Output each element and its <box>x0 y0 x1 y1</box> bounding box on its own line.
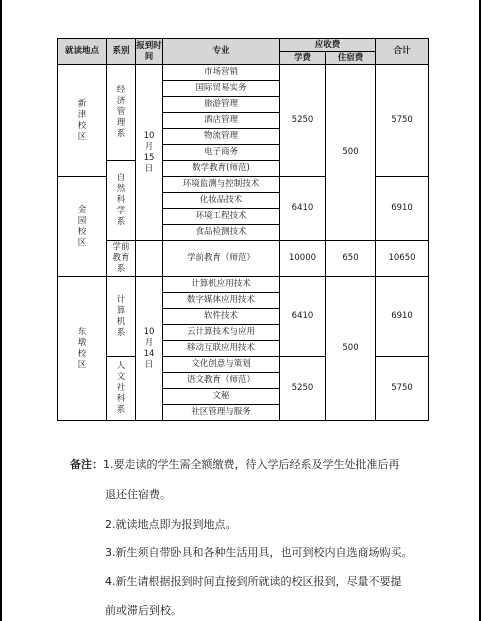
dept-preschool <box>107 241 136 277</box>
major-cell: 环境监测与控制技术 <box>163 177 280 193</box>
report-time-1 <box>136 65 163 241</box>
major-cell: 语文教育（师范） <box>163 373 280 389</box>
major-cell: 文化创意与策划 <box>163 357 280 373</box>
report-time-empty <box>136 241 163 277</box>
major-cell: 云计算技术与应用 <box>163 325 280 341</box>
notes-label: 备注： <box>70 458 103 471</box>
report-time-2 <box>136 277 163 421</box>
campus-dongdun <box>58 277 107 421</box>
note-1-text: 1.要走读的学生需全额缴费，待入学后经系及学生处批准后再 <box>103 458 400 471</box>
tuition-cell: 5250 <box>280 357 326 421</box>
dorm-cell: 500 <box>326 277 376 421</box>
major-cell: 电子商务 <box>163 145 280 161</box>
total-cell: 6910 <box>376 177 429 241</box>
total-cell: 5750 <box>376 65 429 177</box>
major-cell: 数字媒体应用技术 <box>163 293 280 309</box>
time-label: 10月15日 <box>143 130 155 174</box>
total-cell: 5750 <box>376 357 429 421</box>
dorm-cell: 500 <box>326 65 376 241</box>
campus-label: 东墩校区 <box>77 326 87 370</box>
major-cell: 国际贸易实务 <box>163 81 280 97</box>
note-4: 4.新生请根据报到时间直接到所就读的校区报到，尽量不要提 <box>105 575 402 588</box>
major-cell: 环境工程技术 <box>163 209 280 225</box>
major-cell: 数学教育(师范) <box>163 161 280 177</box>
dept-humanities <box>107 357 136 421</box>
total-cell: 10650 <box>376 241 429 277</box>
dept-economics <box>107 65 136 161</box>
major-cell: 市场营销 <box>163 65 280 81</box>
note-2: 2.就读地点即为报到地点。 <box>105 518 237 531</box>
fee-table <box>57 38 429 421</box>
dept-label: 经济管理系 <box>116 85 126 139</box>
left-border <box>0 0 2 621</box>
dept-label: 自然科学系 <box>116 173 126 227</box>
campus-jinyuan <box>58 177 107 277</box>
major-cell: 移动互联应用技术 <box>163 341 280 357</box>
note-1 <box>70 456 400 472</box>
campus-xinjin <box>58 65 107 177</box>
campus-label: 新津校区 <box>77 98 87 142</box>
header-major: 专业 <box>163 39 280 65</box>
tuition-cell: 10000 <box>280 241 326 277</box>
header-dept: 系别 <box>107 39 136 65</box>
major-cell: 化妆品技术 <box>163 193 280 209</box>
tuition-cell: 6410 <box>280 277 326 357</box>
time-label: 10月14日 <box>143 326 155 370</box>
tuition-cell: 6410 <box>280 177 326 241</box>
dept-science <box>107 161 136 241</box>
major-cell: 物流管理 <box>163 129 280 145</box>
dept-label: 计算机系 <box>116 294 126 338</box>
major-cell: 文秘 <box>163 389 280 405</box>
header-fees: 应收费 <box>280 39 376 52</box>
total-cell: 6910 <box>376 277 429 357</box>
note-3: 3.新生须自带卧具和各种生活用具，也可到校内自选商场购买。 <box>105 546 413 559</box>
note-1b: 退还住宿费。 <box>105 488 171 501</box>
major-cell: 计算机应用技术 <box>163 277 280 293</box>
major-cell: 软件技术 <box>163 309 280 325</box>
header-dorm: 住宿费 <box>326 52 376 65</box>
major-cell: 酒店管理 <box>163 113 280 129</box>
header-time: 报到时间 <box>136 39 163 65</box>
dept-label: 学前教育系 <box>112 242 130 274</box>
header-tuition: 学费 <box>280 52 326 65</box>
dept-computer <box>107 277 136 357</box>
note-4b: 前或滞后到校。 <box>105 604 182 617</box>
header-location: 就读地点 <box>58 39 107 65</box>
dorm-cell: 650 <box>326 241 376 277</box>
campus-label: 金园校区 <box>77 204 87 248</box>
major-cell: 食品检测技术 <box>163 225 280 241</box>
major-cell: 旅游管理 <box>163 97 280 113</box>
header-total: 合计 <box>376 39 429 65</box>
major-cell: 学前教育（师范） <box>163 241 280 277</box>
dept-label: 人文社科系 <box>116 361 126 415</box>
major-cell: 社区管理与服务 <box>163 405 280 421</box>
tuition-cell: 5250 <box>280 65 326 177</box>
